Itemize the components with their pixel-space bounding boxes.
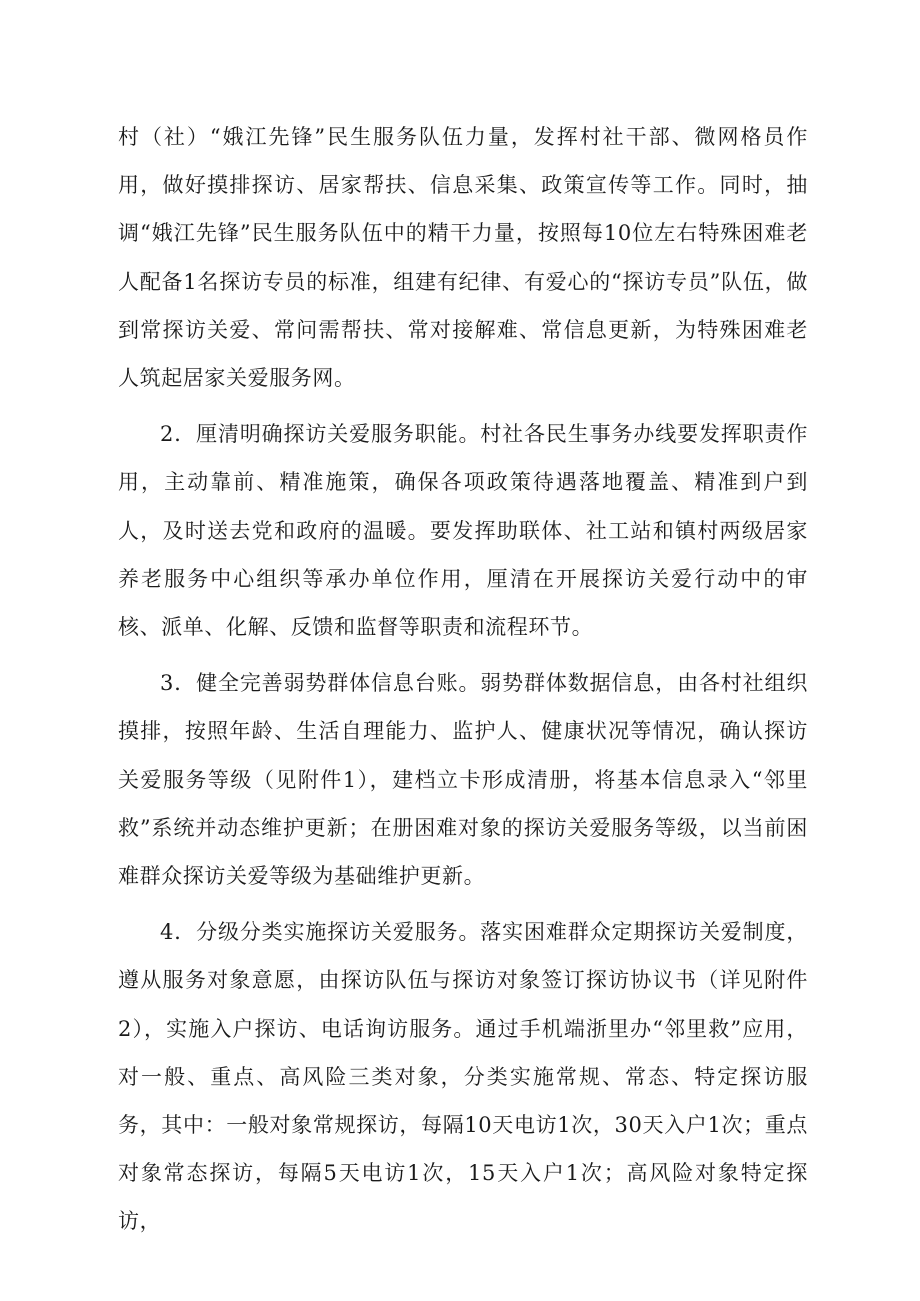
paragraph-item-2: 2．厘清明确探访关爱服务职能。村社各民生事务办线要发挥职责作用，主动靠前、精准施策，确保各项政策待遇落地覆盖、精准到户到人，及时送去党和政府的温暖。要发挥助联体、社工站和镇村两级居家养老服务中心组织等承办单位作用，厘清在开展探访关爱行动中的审核、派单、化解、反馈和监督等职责和流程环节。 [118, 422, 808, 640]
document-body [118, 113, 808, 1246]
paragraph-item-4: 4．分级分类实施探访关爱服务。落实困难群众定期探访关爱制度，遵从服务对象意愿，由探访队伍与探访对象签订探访协议书（详见附件2），实施入户探访、电话询访服务。通过手机端浙里办“邻里救”应用，对一般、重点、高风险三类对象，分类实施常规、常态、特定探访服务，其中：一般对象常规探访，每隔10天电访1次，30天入户1次；重点对象常态探访，每隔5天电访1次，15天入户1次；高风险对象特定探访， [118, 920, 808, 1234]
paragraph-continuation: 村（社）“娥江先锋”民生服务队伍力量，发挥村社干部、微网格员作用，做好摸排探访、居家帮扶、信息采集、政策宣传等工作。同时，抽调“娥江先锋”民生服务队伍中的精干力量，按照每10位左右特殊困难老人配备1名探访专员的标准，组建有纪律、有爱心的“探访专员”队伍，做到常探访关爱、常问需帮扶、常对接解难、常信息更新，为特殊困难老人筑起居家关爱服务网。 [118, 125, 808, 391]
paragraph-item-3: 3．健全完善弱势群体信息台账。弱势群体数据信息，由各村社组织摸排，按照年龄、生活自理能力、监护人、健康状况等情况，确认探访关爱服务等级（见附件1），建档立卡形成清册，将基本信息录入“邻里救”系统并动态维护更新；在册困难对象的探访关爱服务等级，以当前困难群众探访关爱等级为基础维护更新。 [118, 671, 808, 889]
